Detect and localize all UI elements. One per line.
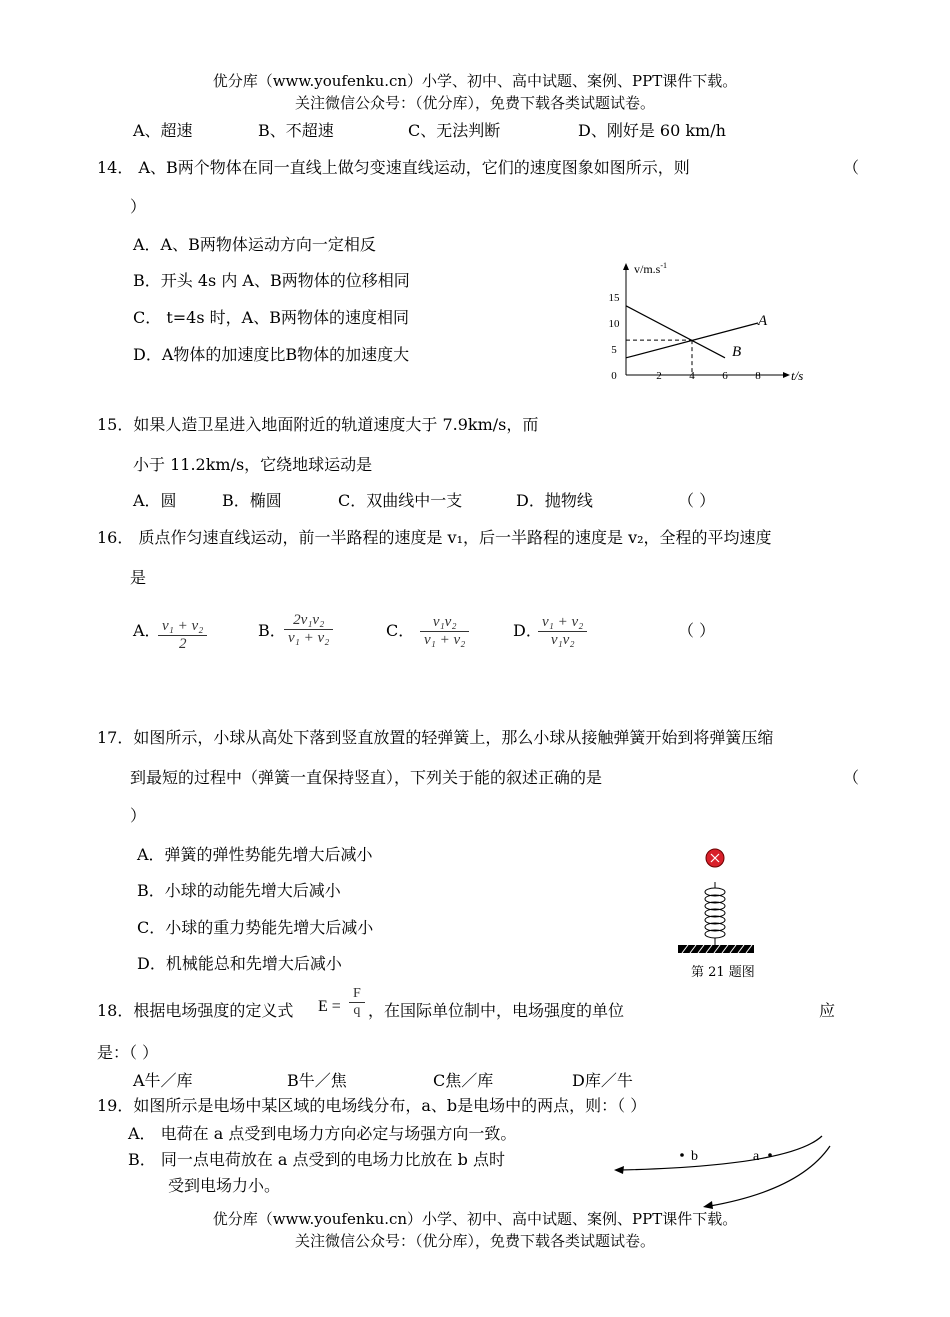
q18-option-d: D库／牛 bbox=[572, 1071, 633, 1090]
spring-ball-figure bbox=[670, 842, 770, 962]
q13-option-c: C、无法判断 bbox=[408, 121, 501, 140]
q16-option-c-fraction bbox=[420, 614, 469, 649]
q18-formula-fraction bbox=[349, 986, 365, 1019]
q17-option-b: B．小球的动能先增大后减小 bbox=[137, 881, 341, 900]
x-axis-label: t/s bbox=[791, 368, 804, 383]
y-tick-label: 5 bbox=[611, 344, 617, 356]
q18-option-b: B牛／焦 bbox=[287, 1071, 347, 1090]
q16-option-b-label: B． bbox=[258, 621, 286, 640]
q13-option-a: A、超速 bbox=[133, 121, 193, 140]
q15-answer-paren: （ ） bbox=[678, 491, 716, 510]
q19-option-a: A． 电荷在 a 点受到电场力方向必定与场强方向一致。 bbox=[128, 1124, 517, 1143]
q16-d-denominator: v₁v₂ bbox=[550, 632, 575, 648]
q17-option-a: A．弹簧的弹性势能先增大后减小 bbox=[137, 845, 373, 864]
y-axis-label: v/m.s bbox=[634, 262, 661, 276]
q15-option-c: C．双曲线中一支 bbox=[338, 491, 463, 510]
q19-option-b-line1: B． 同一点电荷放在 a 点受到的电场力比放在 b 点时 bbox=[128, 1150, 505, 1169]
q17-option-d: D．机械能总和先增大后减小 bbox=[137, 954, 342, 973]
svg-text:v/m.s-1 bbox=[634, 261, 667, 276]
q19-option-b-line2: 受到电场力小。 bbox=[168, 1176, 281, 1195]
point-a-label: a bbox=[753, 1149, 760, 1164]
q16-stem-line2: 是 bbox=[130, 568, 147, 587]
q15-option-b: B．椭圆 bbox=[222, 491, 282, 510]
q16-option-b-fraction bbox=[284, 612, 333, 647]
q14-paren-open: （ bbox=[843, 158, 860, 177]
y-axis-arrow bbox=[623, 263, 629, 270]
q14-paren-close: ） bbox=[130, 197, 147, 216]
q16-stem-line1: 16． 质点作匀速直线运动，前一半路程的速度是 v₁，后一半路程的速度是 v₂，全程的平均速度 bbox=[97, 528, 772, 547]
q16-option-a-label: A． bbox=[133, 621, 161, 640]
q17-paren-close: ） bbox=[130, 806, 147, 825]
x-axis-arrow bbox=[783, 372, 790, 378]
q18-formula-denominator: q bbox=[353, 1003, 361, 1018]
q16-c-denominator: v₁ + v₂ bbox=[424, 632, 466, 648]
field-line-upper bbox=[620, 1136, 822, 1170]
footer-line-2: 关注微信公众号：（优分库），免费下载各类试题试卷。 bbox=[294, 1232, 655, 1250]
x-tick-label: 6 bbox=[722, 370, 728, 382]
series-b-label: B bbox=[732, 344, 742, 360]
q16-a-denominator: 2 bbox=[178, 636, 187, 652]
q18-stem-b: ，在国际单位制中，电场强度的单位 bbox=[368, 1001, 625, 1020]
q18-option-c: C焦／库 bbox=[433, 1071, 494, 1090]
q14-option-b: B．开头 4s 内 A、B两物体的位移相同 bbox=[133, 271, 410, 290]
y-tick-label: 0 bbox=[611, 370, 617, 382]
header-line-1: 优分库（www.youfenku.cn）小学、初中、高中试题、案例、PPT课件下载。 bbox=[212, 72, 738, 90]
q17-stem-line1: 17．如图所示，小球从高处下落到竖直放置的轻弹簧上，那么小球从接触弹簧开始到将弹簧压缩 bbox=[97, 728, 774, 747]
field-line-upper-arrow bbox=[614, 1166, 624, 1174]
q14-stem: 14． A、B两个物体在同一直线上做匀变速直线运动，它们的速度图象如图所示，则 bbox=[97, 158, 690, 177]
spring-coil bbox=[705, 882, 725, 945]
q17-stem-line2: 到最短的过程中（弹簧一直保持竖直），下列关于能的叙述正确的是 bbox=[130, 768, 603, 787]
header-line-2: 关注微信公众号：（优分库），免费下载各类试题试卷。 bbox=[294, 94, 655, 112]
q14-option-d: D．A物体的加速度比B物体的加速度大 bbox=[133, 345, 410, 364]
point-b-label: b bbox=[691, 1149, 698, 1164]
q16-option-d-label: D． bbox=[513, 621, 542, 640]
q18-stem-c: 应 bbox=[819, 1001, 836, 1020]
q18-option-a: A牛／库 bbox=[133, 1071, 193, 1090]
q17-figure-caption: 第 21 题图 bbox=[691, 965, 755, 980]
q13-option-b: B、不超速 bbox=[258, 121, 334, 140]
q16-a-numerator: v₁ + v₂ bbox=[158, 618, 207, 636]
velocity-time-graph bbox=[600, 255, 820, 390]
q16-b-denominator: v₁ + v₂ bbox=[288, 630, 330, 646]
q18-stem-line2: 是：（ ） bbox=[97, 1043, 159, 1062]
q15-stem-line1: 15．如果人造卫星进入地面附近的轨道速度大于 7.9km/s，而 bbox=[97, 415, 539, 434]
q16-answer-paren: （ ） bbox=[678, 621, 716, 640]
q15-stem-line2: 小于 11.2km/s，它绕地球运动是 bbox=[133, 455, 373, 474]
point-a-dot bbox=[768, 1153, 772, 1157]
q16-d-numerator: v₁ + v₂ bbox=[538, 614, 587, 632]
q15-option-d: D．抛物线 bbox=[516, 491, 593, 510]
q19-stem: 19．如图所示是电场中某区域的电场线分布，a、b是电场中的两点，则：（ ） bbox=[97, 1096, 647, 1115]
x-tick-label: 8 bbox=[755, 370, 761, 382]
x-tick-label: 4 bbox=[689, 370, 695, 382]
footer-line-1: 优分库（www.youfenku.cn）小学、初中、高中试题、案例、PPT课件下载。 bbox=[212, 1210, 738, 1228]
q14-option-a: A．A、B两物体运动方向一定相反 bbox=[133, 235, 376, 254]
y-tick-label: 10 bbox=[608, 318, 620, 330]
q16-option-d-fraction bbox=[538, 614, 587, 649]
y-axis-label-sup: -1 bbox=[660, 261, 668, 270]
q16-c-numerator: v₁v₂ bbox=[420, 614, 469, 632]
q15-option-a: A．圆 bbox=[133, 491, 177, 510]
q18-stem-a: 18．根据电场强度的定义式 bbox=[97, 1001, 294, 1020]
q16-b-numerator: 2v₁v₂ bbox=[284, 612, 333, 630]
series-b-line bbox=[626, 306, 725, 358]
y-tick-label: 15 bbox=[608, 292, 620, 304]
q16-option-a-fraction bbox=[158, 618, 207, 653]
q16-option-c-label: C． bbox=[386, 621, 415, 640]
q18-formula-lhs: E = bbox=[318, 998, 341, 1015]
q18-formula-numerator: F bbox=[349, 986, 365, 1003]
q14-option-c: C． t=4s 时，A、B两物体的速度相同 bbox=[133, 308, 409, 327]
q13-option-d: D、刚好是 60 km/h bbox=[578, 121, 726, 140]
series-a-label: A bbox=[758, 313, 768, 329]
q17-paren-open: （ bbox=[843, 768, 860, 787]
q17-option-c: C．小球的重力势能先增大后减小 bbox=[137, 918, 374, 937]
x-tick-label: 2 bbox=[656, 370, 662, 382]
point-b-dot bbox=[680, 1153, 684, 1157]
electric-field-figure bbox=[600, 1130, 840, 1210]
